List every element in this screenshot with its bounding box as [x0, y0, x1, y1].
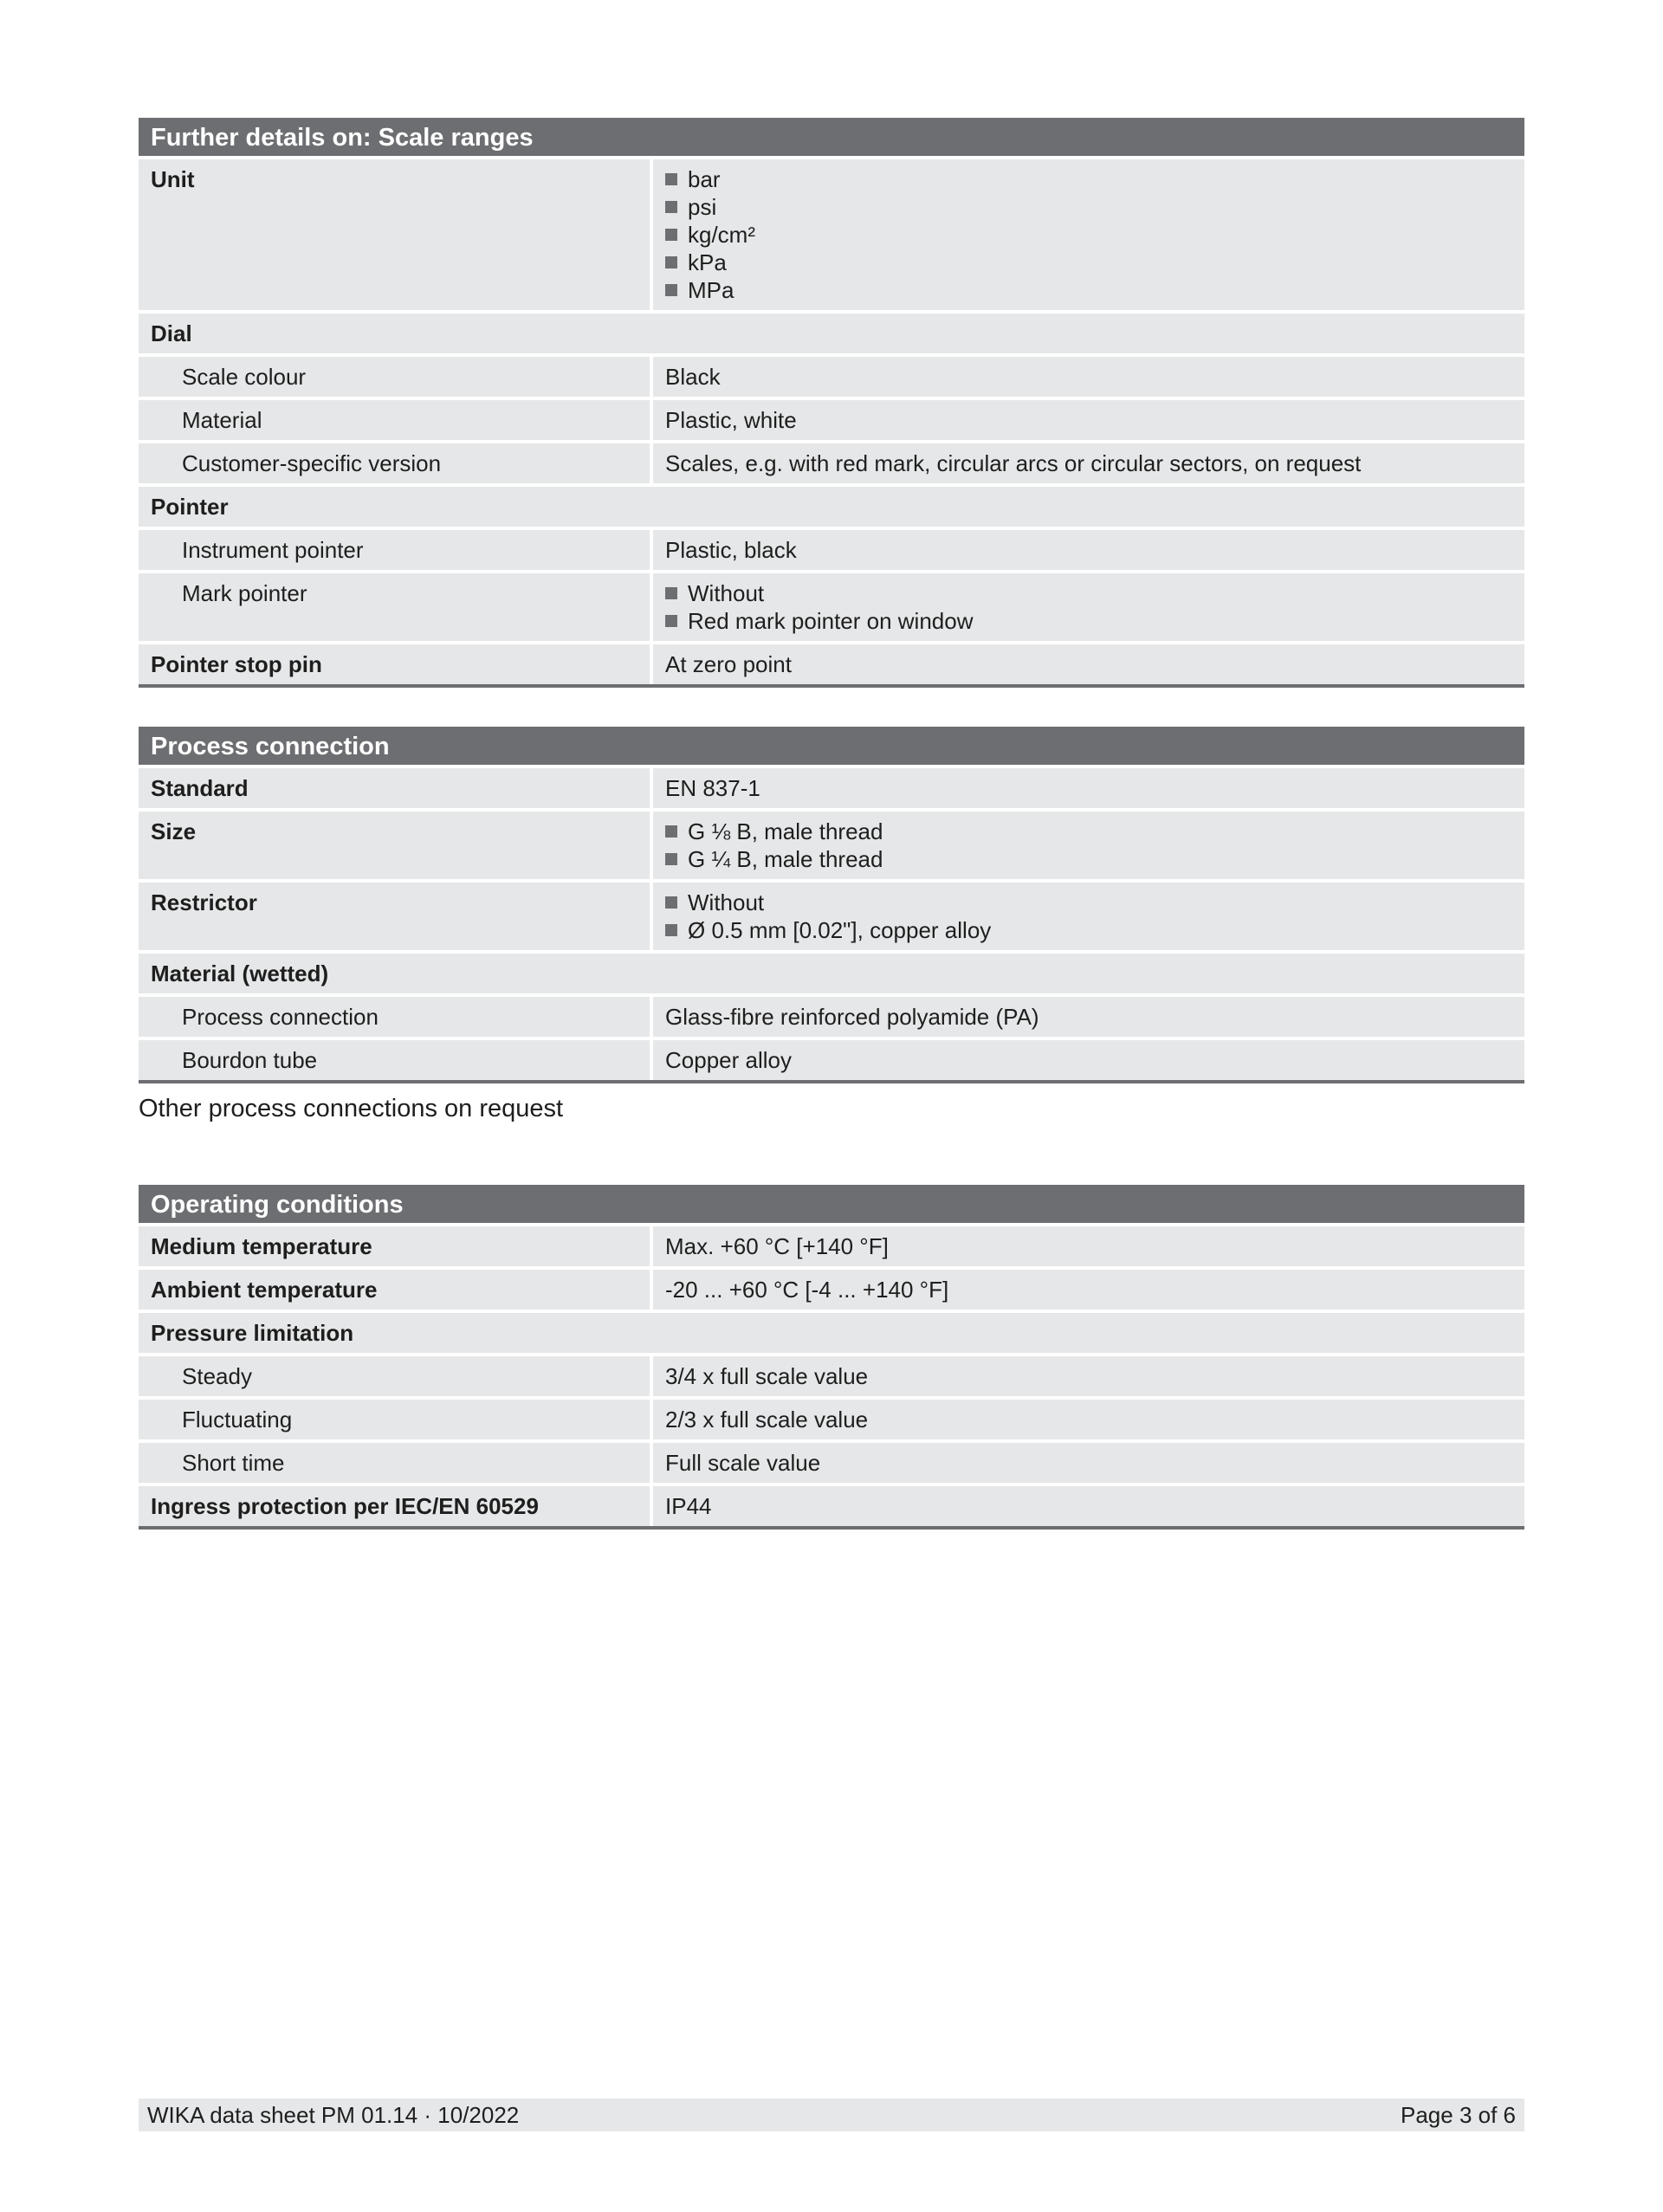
stop-pin-value: At zero point — [653, 644, 1524, 684]
square-bullet-icon — [665, 587, 677, 599]
table-row-instrument-pointer — [139, 530, 1524, 570]
page-footer — [139, 2099, 1524, 2131]
footer-doc-id: WIKA data sheet PM 01.14 · 10/2022 — [147, 2101, 520, 2128]
list-item: Without — [665, 889, 1512, 916]
ambient-temperature-label: Ambient temperature — [139, 1270, 650, 1310]
list-item: G ¼ B, male thread — [665, 845, 1512, 873]
dial-label: Dial — [139, 314, 1524, 353]
table-row-material — [139, 400, 1524, 440]
ingress-protection-label: Ingress protection per IEC/EN 60529 — [139, 1486, 650, 1526]
table-row-pressure-limitation — [139, 1313, 1524, 1353]
pointer-label: Pointer — [139, 487, 1524, 527]
table-row-ingress-protection — [139, 1486, 1524, 1526]
process-connection-material-label: Process connection — [139, 997, 650, 1037]
table-row-mark-pointer — [139, 573, 1524, 641]
list-item: kPa — [665, 249, 1512, 276]
table-row-fluctuating — [139, 1400, 1524, 1439]
unit-list — [653, 159, 1524, 310]
fluctuating-label: Fluctuating — [139, 1400, 650, 1439]
ingress-protection-value: IP44 — [653, 1486, 1524, 1526]
process-connection-material-value: Glass-fibre reinforced polyamide (PA) — [653, 997, 1524, 1037]
mark-pointer-label: Mark pointer — [139, 573, 650, 641]
unit-label: Unit — [139, 159, 650, 310]
standard-value: EN 837-1 — [653, 768, 1524, 808]
list-item: kg/cm² — [665, 221, 1512, 249]
square-bullet-icon — [665, 825, 677, 838]
mark-pointer-list — [653, 573, 1524, 641]
operating-conditions-table — [139, 1185, 1524, 1530]
square-bullet-icon — [665, 229, 677, 241]
short-time-label: Short time — [139, 1443, 650, 1483]
table-row-size — [139, 812, 1524, 879]
process-connection-table — [139, 727, 1524, 1083]
medium-temperature-value: Max. +60 °C [+140 °F] — [653, 1226, 1524, 1266]
bourdon-tube-value: Copper alloy — [653, 1040, 1524, 1080]
list-item: G ⅛ B, male thread — [665, 818, 1512, 845]
list-item: MPa — [665, 276, 1512, 304]
material-wetted-label: Material (wetted) — [139, 954, 1524, 993]
table-row-ambient-temperature — [139, 1270, 1524, 1310]
table-row-dial — [139, 314, 1524, 353]
square-bullet-icon — [665, 201, 677, 213]
material-label: Material — [139, 400, 650, 440]
scale-ranges-table — [139, 118, 1524, 688]
square-bullet-icon — [665, 924, 677, 936]
custom-version-label: Customer-specific version — [139, 443, 650, 483]
instrument-pointer-label: Instrument pointer — [139, 530, 650, 570]
table-row-standard — [139, 768, 1524, 808]
table-row-short-time — [139, 1443, 1524, 1483]
size-label: Size — [139, 812, 650, 879]
list-item: psi — [665, 193, 1512, 221]
custom-version-value: Scales, e.g. with red mark, circular arcs or circular sectors, on request — [653, 443, 1524, 483]
square-bullet-icon — [665, 896, 677, 909]
list-item: bar — [665, 165, 1512, 193]
bourdon-tube-label: Bourdon tube — [139, 1040, 650, 1080]
table-row-custom-version — [139, 443, 1524, 483]
process-connection-title: Process connection — [139, 727, 1524, 765]
square-bullet-icon — [665, 615, 677, 627]
square-bullet-icon — [665, 853, 677, 865]
restrictor-label: Restrictor — [139, 883, 650, 950]
table-row-bourdon-tube — [139, 1040, 1524, 1080]
square-bullet-icon — [665, 256, 677, 268]
material-value: Plastic, white — [653, 400, 1524, 440]
table-row-process-connection-material — [139, 997, 1524, 1037]
stop-pin-label: Pointer stop pin — [139, 644, 650, 684]
pressure-limitation-label: Pressure limitation — [139, 1313, 1524, 1353]
table-row-restrictor — [139, 883, 1524, 950]
list-item: Without — [665, 579, 1512, 607]
table-row-stop-pin — [139, 644, 1524, 684]
table-row-pointer — [139, 487, 1524, 527]
table-row-unit — [139, 159, 1524, 310]
footer-page-number: Page 3 of 6 — [1401, 2101, 1516, 2128]
list-item: Ø 0.5 mm [0.02"], copper alloy — [665, 916, 1512, 944]
table-row-medium-temperature — [139, 1226, 1524, 1266]
operating-conditions-title: Operating conditions — [139, 1185, 1524, 1223]
short-time-value: Full scale value — [653, 1443, 1524, 1483]
scale-ranges-title: Further details on: Scale ranges — [139, 118, 1524, 156]
instrument-pointer-value: Plastic, black — [653, 530, 1524, 570]
scale-colour-value: Black — [653, 357, 1524, 397]
standard-label: Standard — [139, 768, 650, 808]
table-row-scale-colour — [139, 357, 1524, 397]
square-bullet-icon — [665, 173, 677, 185]
steady-label: Steady — [139, 1356, 650, 1396]
restrictor-list — [653, 883, 1524, 950]
scale-colour-label: Scale colour — [139, 357, 650, 397]
fluctuating-value: 2/3 x full scale value — [653, 1400, 1524, 1439]
list-item: Red mark pointer on window — [665, 607, 1512, 635]
ambient-temperature-value: -20 ... +60 °C [-4 ... +140 °F] — [653, 1270, 1524, 1310]
square-bullet-icon — [665, 284, 677, 296]
medium-temperature-label: Medium temperature — [139, 1226, 650, 1266]
table-row-steady — [139, 1356, 1524, 1396]
table-row-material-wetted — [139, 954, 1524, 993]
process-connection-note: Other process connections on request — [139, 1095, 564, 1122]
steady-value: 3/4 x full scale value — [653, 1356, 1524, 1396]
size-list — [653, 812, 1524, 879]
